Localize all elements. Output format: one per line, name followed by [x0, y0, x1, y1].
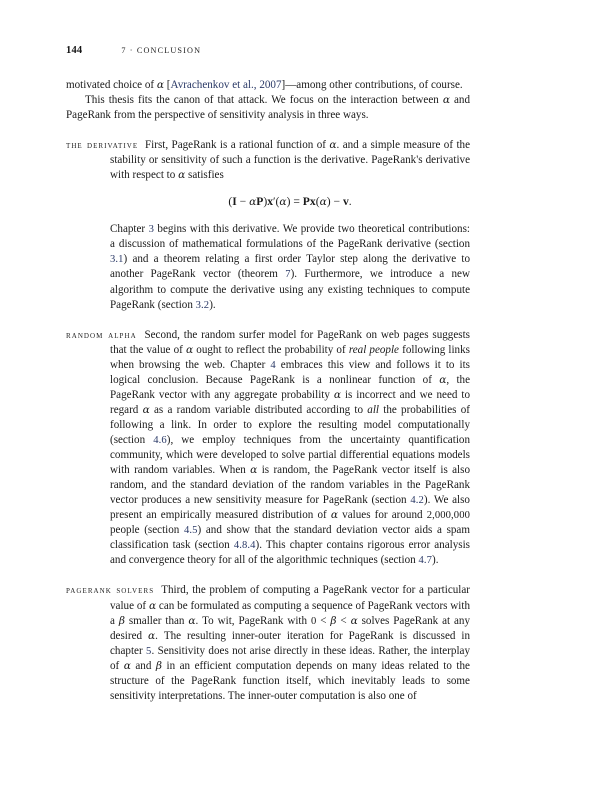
alpha-symbol: α	[123, 659, 131, 672]
text-fragment: and PageRank from the perspective of sensitivity analysis in three ways.	[66, 94, 470, 122]
text-fragment: embraces this view and follows it to its logical conclusion. Because PageRank is a nonlinear function of	[110, 358, 470, 386]
text-fragment: . The resulting inner-outer iteration for PageRank is discussed in chapter	[110, 629, 470, 657]
body-text	[66, 78, 470, 704]
emphasis-all: all	[367, 403, 379, 416]
text-fragment: smaller than	[124, 614, 189, 627]
alpha-symbol: α	[156, 79, 165, 91]
section-reference-link[interactable]: 4.7	[418, 555, 433, 567]
less-than-sign: <	[336, 614, 351, 627]
alpha-symbol: α	[442, 94, 450, 107]
equation-token: )	[326, 195, 331, 209]
equation-token: )	[263, 195, 268, 209]
alpha-symbol: α	[186, 343, 194, 356]
text-fragment: ). We also present an empirically measured distribution of	[110, 494, 470, 522]
text-fragment: people (section	[110, 524, 184, 537]
alpha-symbol: α	[333, 388, 342, 401]
beta-symbol: β	[118, 614, 125, 627]
equation-token: −	[236, 195, 250, 209]
section-reference-link[interactable]: 3.2	[195, 299, 210, 311]
section-the-derivative	[66, 138, 470, 183]
text-fragment: ).	[209, 298, 216, 311]
beta-symbol: β	[155, 659, 163, 672]
text-fragment: . To wit, PageRank with	[195, 614, 311, 627]
text-fragment: [	[164, 79, 171, 91]
running-title: 7 · CONCLUSION	[121, 46, 202, 55]
section-reference-link[interactable]: 3.1	[110, 254, 124, 266]
text-fragment: , the PageRank vector with any aggregate probability	[110, 373, 470, 401]
alpha-symbol: α	[148, 599, 157, 612]
emphasis-real-people: real people	[348, 343, 399, 356]
alpha-symbol: α	[330, 509, 339, 522]
equation-token: .	[348, 195, 352, 209]
text-fragment: solves PageRank at any desired	[110, 614, 471, 642]
text-fragment: ) and show that the standard deviation vector aids a spam classification task (section	[110, 524, 470, 552]
inequality-zero: 0	[310, 615, 317, 627]
theorem-reference-link[interactable]: 7	[285, 269, 291, 281]
alpha-symbol: α	[329, 139, 337, 152]
section-random-alpha	[66, 328, 470, 569]
citation-link[interactable]: Avrachenkov et al., 2007	[170, 79, 282, 91]
text-fragment: ), we employ techniques from the uncertainty quantification community, which were developed to solve partial differential equations models with random variables. When	[110, 433, 470, 477]
text-fragment: First, PageRank is a rational function of	[145, 139, 330, 152]
paragraph-thesis-focus	[66, 93, 470, 123]
alpha-symbol: α	[250, 464, 258, 477]
prime-symbol: ′	[273, 195, 276, 209]
matrix-P: P	[302, 195, 310, 209]
text-fragment: ]—among other contributions, of course.	[281, 79, 463, 91]
chapter-reference-link[interactable]: 3	[148, 224, 154, 236]
display-equation-derivative	[66, 194, 470, 210]
section-heading-the-derivative: the derivative	[66, 140, 139, 152]
paragraph-derivative-contributions	[66, 222, 470, 312]
equals-sign: =	[290, 195, 303, 209]
paragraph-continuation	[66, 78, 470, 93]
chapter-reference-link[interactable]: 5	[146, 645, 152, 657]
alpha-symbol: α	[249, 196, 257, 209]
alpha-symbol: α	[279, 196, 287, 209]
text-fragment: Third, the problem of computing a PageRank vector for a particular value of	[110, 584, 470, 612]
alpha-symbol: α	[319, 196, 327, 209]
vector-v: v	[342, 195, 349, 209]
beta-symbol: β	[330, 614, 337, 627]
text-fragment: motivated choice of	[66, 79, 157, 91]
text-fragment: This thesis fits the canon of that attack. We focus on the interaction between	[85, 94, 443, 107]
alpha-symbol: α	[350, 614, 358, 627]
running-head	[66, 40, 470, 54]
equation-token: −	[330, 195, 343, 209]
equation-token: (	[275, 195, 280, 209]
section-pagerank-solvers	[66, 583, 470, 703]
equation-token: )	[286, 195, 291, 209]
vector-x: x	[267, 195, 273, 209]
text-fragment: as a random variable distributed according to	[149, 403, 368, 416]
text-fragment: is incorrect and we need to regard	[110, 388, 470, 416]
text-fragment: values for around	[338, 509, 427, 522]
alpha-symbol: α	[439, 373, 447, 386]
matrix-P: P	[256, 195, 264, 209]
chapter-reference-link[interactable]: 4	[270, 359, 276, 371]
equation-expression	[228, 194, 351, 210]
text-fragment: and	[130, 659, 156, 672]
text-fragment: ought to reflect the probability of	[193, 343, 349, 356]
matrix-I: I	[232, 195, 237, 209]
less-than-sign: <	[316, 614, 331, 627]
section-heading-random-alpha: random alpha	[66, 329, 137, 341]
text-fragment: Second, the random surfer model for PageRank on web pages suggests that the value of	[110, 328, 470, 356]
section-reference-link[interactable]: 4.8.4	[233, 540, 256, 552]
alpha-symbol: α	[188, 614, 196, 627]
text-fragment: is random, the PageRank vector itself is also random, and the standard deviation of the random variables in the PageRank vector produces a new sensitivity measure for PageRank (section	[110, 464, 470, 507]
section-reference-link[interactable]: 4.6	[153, 434, 167, 446]
text-fragment: Chapter	[110, 223, 149, 236]
text-fragment: begins with this derivative. We provide two theoretical contributions: a discussion of mathematical formulations of the PageRank derivative (section	[110, 223, 470, 251]
text-fragment: . and a simple measure of the stability or sensitivity of such a function is the derivative. PageRank's derivative with respect to	[110, 139, 470, 182]
equation-token: (	[315, 195, 320, 209]
text-fragment: following links when browsing the web. Chapter	[110, 343, 470, 371]
text-fragment: ). Furthermore, we introduce a new algorithm to compute the derivative using any existing techniques to compute PageRank (section	[110, 268, 470, 311]
text-fragment: ).	[432, 554, 439, 567]
people-count: 2,000,000	[426, 510, 470, 522]
alpha-symbol: α	[142, 403, 150, 416]
section-heading-pagerank-solvers: pagerank solvers	[66, 585, 155, 597]
text-fragment: in an efficient computation depends on many ideas related to the structure of the PageRank function itself, which inevitably leads to some sensitivity interpretations. The inner-outer computation is also one of	[110, 659, 470, 702]
equation-token: (	[228, 195, 233, 209]
section-reference-link[interactable]: 4.5	[183, 525, 198, 537]
section-reference-link[interactable]: 4.2	[410, 495, 424, 507]
text-fragment: the probabilities of following a link. In order to explore the resulting model computationally (section	[110, 403, 470, 446]
text-fragment: ). This chapter contains rigorous error analysis and convergence theory for all of the algorithmic techniques (section	[110, 539, 470, 567]
text-fragment: . Sensitivity does not arise directly in these ideas. Rather, the interplay of	[110, 644, 471, 672]
alpha-symbol: α	[178, 169, 186, 182]
page-number: 144	[66, 45, 83, 56]
text-fragment: ) and a theorem relating a first order Taylor step along the derivative to another PageRank vector (theorem	[110, 253, 470, 281]
alpha-symbol: α	[147, 629, 156, 642]
text-fragment: can be formulated as computing a sequence of PageRank vectors with a	[110, 599, 471, 627]
vector-x: x	[309, 195, 316, 209]
text-fragment: satisfies	[185, 169, 224, 182]
